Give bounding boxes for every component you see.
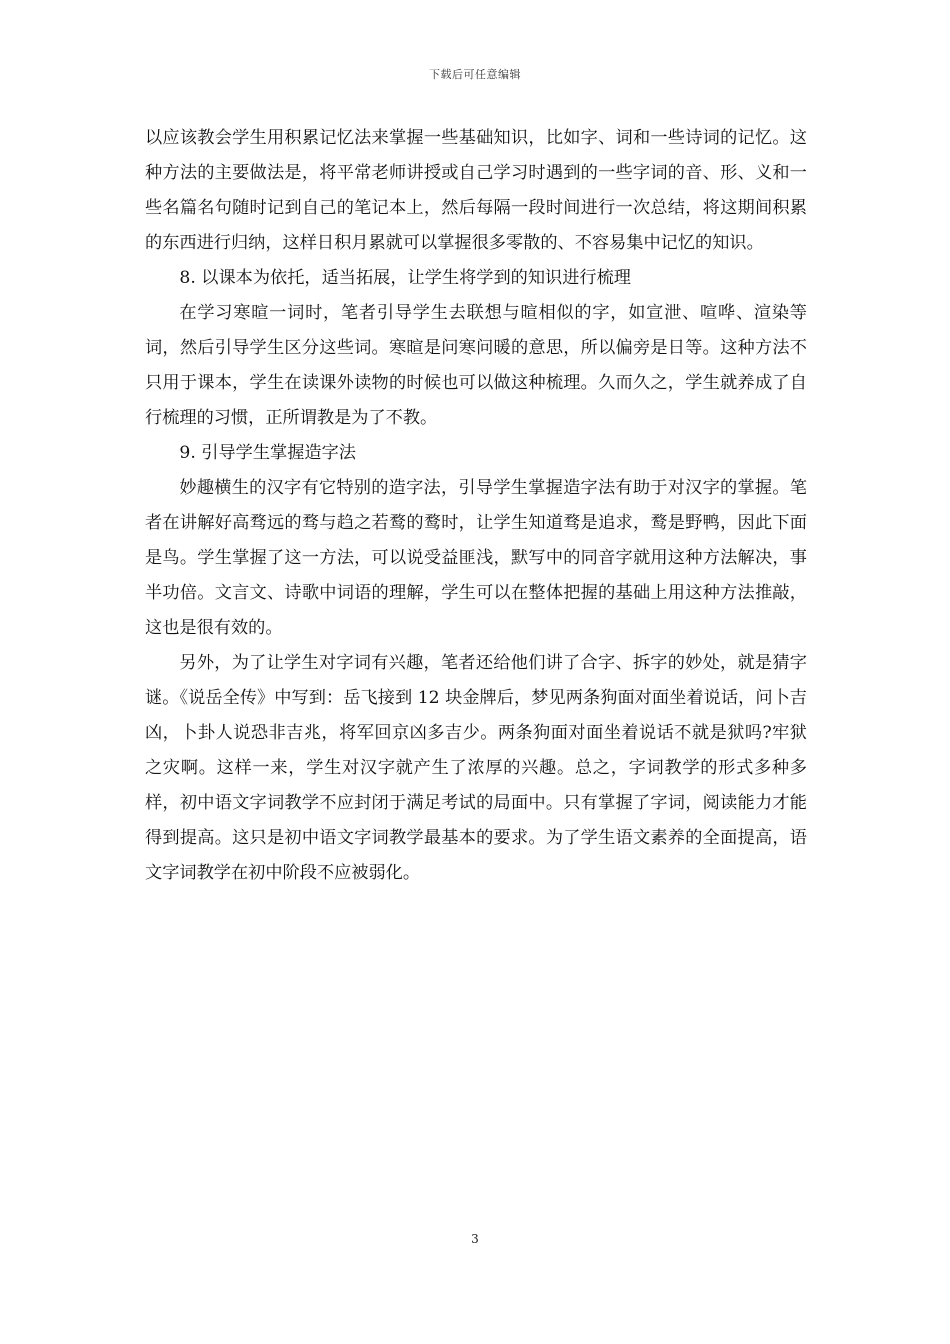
paragraph-character-formation: 妙趣横生的汉字有它特别的造字法，引导学生掌握造字法有助于对汉字的掌握。笔者在讲解好高骛远的骛与趋之若鹜的鹜时，让学生知道骛是追求，鹜是野鸭，因此下面是鸟。学生掌握了这一方法，可以说受益匪浅，默写中的同音字就用这种方法解决，事半功倍。文言文、诗歌中词语的理解，学生可以在整体把握的基础上用这种方法推敲，这也是很有效的。 xyxy=(145,478,807,638)
section-heading-9: 9. 引导学生掌握造字法 xyxy=(179,443,356,463)
page-number: 3 xyxy=(471,1232,479,1246)
page-header: 下载后可任意编辑 xyxy=(429,68,521,81)
document-body xyxy=(145,121,807,891)
section-heading-8: 8. 以课本为依托，适当拓展，让学生将学到的知识进行梳理 xyxy=(179,268,631,288)
paragraph-riddles-conclusion: 另外，为了让学生对字词有兴趣，笔者还给他们讲了合字、拆字的妙处，就是猜字谜。《说岳全传》中写到：岳飞接到 12 块金牌后，梦见两条狗面对面坐着说话，问卜吉凶，卜卦人说恐非吉兆，将军回京凶多吉少。两条狗面对面坐着说话不就是狱吗?牢狱之灾啊。这样一来，学生对汉字就产生了浓厚的兴趣。总之，字词教学的形式多种多样，初中语文字词教学不应封闭于满足考试的局面中。只有掌握了字词，阅读能力才能得到提高。这只是初中语文字词教学最基本的要求。为了学生语文素养的全面提高，语文字词教学在初中阶段不应被弱化。 xyxy=(145,653,807,883)
paragraph-memory-method: 以应该教会学生用积累记忆法来掌握一些基础知识，比如字、词和一些诗词的记忆。这种方法的主要做法是，将平常老师讲授或自己学习时遇到的一些字词的音、形、义和一些名篇名句随时记到自己的笔记本上，然后每隔一段时间进行一次总结，将这期间积累的东西进行归纳，这样日积月累就可以掌握很多零散的、不容易集中记忆的知识。 xyxy=(145,128,807,253)
paragraph-textbook-sorting: 在学习寒暄一词时，笔者引导学生去联想与暄相似的字，如宣泄、喧哗、渲染等词，然后引导学生区分这些词。寒暄是问寒问暖的意思，所以偏旁是日等。这种方法不只用于课本，学生在读课外读物的时候也可以做这种梳理。久而久之，学生就养成了自行梳理的习惯，正所谓教是为了不教。 xyxy=(145,303,807,428)
